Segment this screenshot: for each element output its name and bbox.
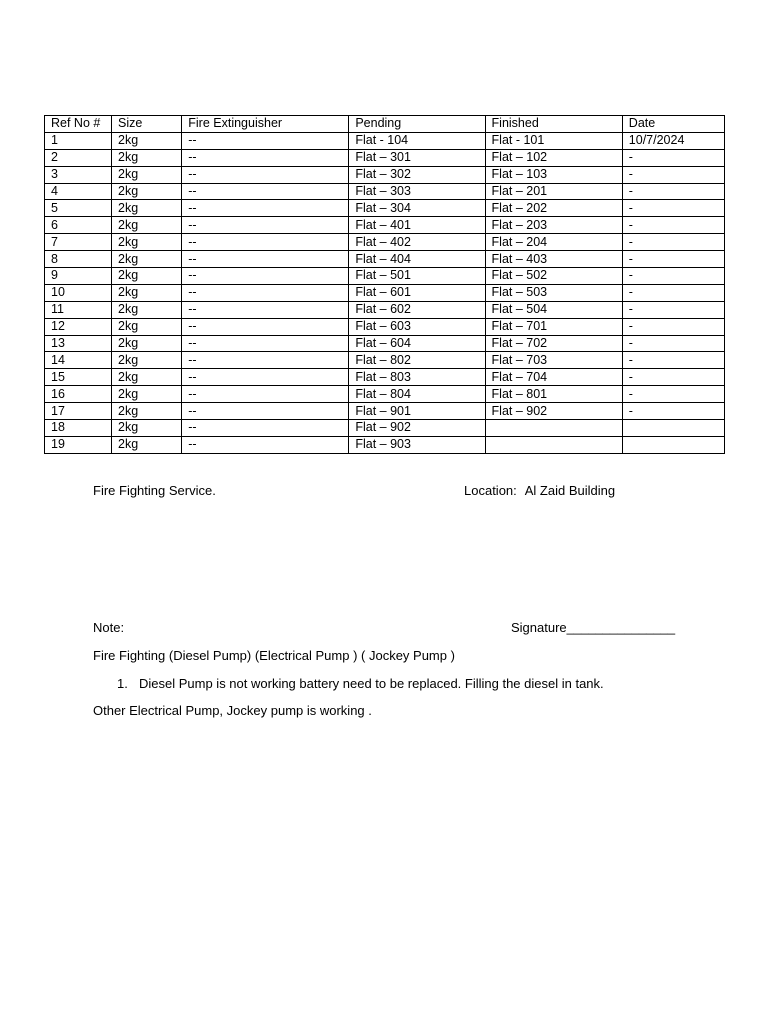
ref-no-cell: 17 — [45, 403, 112, 420]
ref-no-cell: 4 — [45, 183, 112, 200]
pending-cell: Flat – 903 — [349, 436, 485, 453]
ref-no-cell: 12 — [45, 318, 112, 335]
finished-cell: Flat – 701 — [485, 318, 622, 335]
date-cell: - — [622, 217, 724, 234]
ref-no-cell: 9 — [45, 268, 112, 285]
finished-cell — [485, 436, 622, 453]
size-cell: 2kg — [112, 284, 182, 301]
list-item-number: 1. — [117, 676, 128, 691]
table-body — [45, 132, 725, 453]
header-date: Date — [622, 116, 724, 133]
table-row — [45, 352, 725, 369]
finished-cell: Flat – 703 — [485, 352, 622, 369]
pending-cell: Flat – 404 — [349, 251, 485, 268]
signature-line: Signature_______________ — [511, 620, 676, 635]
fire-extinguisher-cell: -- — [182, 369, 349, 386]
ref-no-cell: 8 — [45, 251, 112, 268]
ref-no-cell: 16 — [45, 386, 112, 403]
table-row — [45, 386, 725, 403]
table-row — [45, 217, 725, 234]
ref-no-cell: 6 — [45, 217, 112, 234]
fire-extinguisher-cell: -- — [182, 352, 349, 369]
finished-cell: Flat – 103 — [485, 166, 622, 183]
size-cell: 2kg — [112, 132, 182, 149]
pending-cell: Flat – 303 — [349, 183, 485, 200]
fire-extinguisher-cell: -- — [182, 335, 349, 352]
table-row — [45, 284, 725, 301]
size-cell: 2kg — [112, 436, 182, 453]
list-item — [117, 676, 604, 691]
table-row — [45, 132, 725, 149]
size-cell: 2kg — [112, 335, 182, 352]
date-cell — [622, 420, 724, 437]
fire-extinguisher-cell: -- — [182, 183, 349, 200]
date-cell: - — [622, 183, 724, 200]
pending-cell: Flat - 104 — [349, 132, 485, 149]
size-cell: 2kg — [112, 200, 182, 217]
size-cell: 2kg — [112, 301, 182, 318]
size-cell: 2kg — [112, 251, 182, 268]
location-label: Location: — [464, 483, 517, 498]
date-cell: - — [622, 352, 724, 369]
fire-extinguisher-cell: -- — [182, 234, 349, 251]
ref-no-cell: 10 — [45, 284, 112, 301]
date-cell: - — [622, 403, 724, 420]
ref-no-cell: 18 — [45, 420, 112, 437]
location-value: Al Zaid Building — [524, 483, 616, 498]
header-pending: Pending — [349, 116, 485, 133]
finished-cell: Flat – 503 — [485, 284, 622, 301]
ref-no-cell: 11 — [45, 301, 112, 318]
fire-extinguisher-cell: -- — [182, 386, 349, 403]
ref-no-cell: 19 — [45, 436, 112, 453]
finished-cell: Flat – 801 — [485, 386, 622, 403]
finished-cell: Flat – 403 — [485, 251, 622, 268]
table-row — [45, 251, 725, 268]
date-cell: - — [622, 149, 724, 166]
table-row — [45, 403, 725, 420]
ref-no-cell: 3 — [45, 166, 112, 183]
date-cell: - — [622, 335, 724, 352]
pending-cell: Flat – 804 — [349, 386, 485, 403]
header-finished: Finished — [485, 116, 622, 133]
fire-extinguisher-table — [44, 115, 725, 454]
date-cell: - — [622, 200, 724, 217]
pumps-line: Fire Fighting (Diesel Pump) (Electrical Pump ) ( Jockey Pump ) — [93, 648, 455, 663]
fire-extinguisher-cell: -- — [182, 318, 349, 335]
fire-extinguisher-cell: -- — [182, 166, 349, 183]
finished-cell: Flat – 502 — [485, 268, 622, 285]
pending-cell: Flat – 604 — [349, 335, 485, 352]
table-row — [45, 301, 725, 318]
date-cell: - — [622, 301, 724, 318]
ref-no-cell: 14 — [45, 352, 112, 369]
size-cell: 2kg — [112, 352, 182, 369]
pending-cell: Flat – 802 — [349, 352, 485, 369]
date-cell: - — [622, 251, 724, 268]
table-row — [45, 268, 725, 285]
pending-cell: Flat – 401 — [349, 217, 485, 234]
finished-cell: Flat – 201 — [485, 183, 622, 200]
date-cell: - — [622, 318, 724, 335]
date-cell — [622, 436, 724, 453]
size-cell: 2kg — [112, 318, 182, 335]
pending-cell: Flat – 304 — [349, 200, 485, 217]
table-row — [45, 318, 725, 335]
header-fire-extinguisher: Fire Extinguisher — [182, 116, 349, 133]
finished-cell: Flat – 902 — [485, 403, 622, 420]
table-row — [45, 436, 725, 453]
finished-cell: Flat – 202 — [485, 200, 622, 217]
other-pumps-line: Other Electrical Pump, Jockey pump is working . — [93, 703, 372, 718]
date-cell: - — [622, 166, 724, 183]
fire-extinguisher-cell: -- — [182, 217, 349, 234]
size-cell: 2kg — [112, 217, 182, 234]
fire-extinguisher-cell: -- — [182, 301, 349, 318]
ref-no-cell: 13 — [45, 335, 112, 352]
pending-cell: Flat – 603 — [349, 318, 485, 335]
fire-extinguisher-cell: -- — [182, 251, 349, 268]
date-cell: 10/7/2024 — [622, 132, 724, 149]
fire-extinguisher-cell: -- — [182, 420, 349, 437]
ref-no-cell: 5 — [45, 200, 112, 217]
pending-cell: Flat – 302 — [349, 166, 485, 183]
finished-cell: Flat – 504 — [485, 301, 622, 318]
date-cell: - — [622, 284, 724, 301]
finished-cell — [485, 420, 622, 437]
date-cell: - — [622, 386, 724, 403]
table-row — [45, 234, 725, 251]
fire-extinguisher-cell: -- — [182, 132, 349, 149]
list-item-text: Diesel Pump is not working battery need to be replaced. Filling the diesel in tank. — [139, 676, 604, 691]
table-row — [45, 183, 725, 200]
size-cell: 2kg — [112, 403, 182, 420]
table-row — [45, 335, 725, 352]
pending-cell: Flat – 402 — [349, 234, 485, 251]
fire-extinguisher-cell: -- — [182, 200, 349, 217]
ref-no-cell: 15 — [45, 369, 112, 386]
pending-cell: Flat – 803 — [349, 369, 485, 386]
size-cell: 2kg — [112, 386, 182, 403]
fire-extinguisher-cell: -- — [182, 268, 349, 285]
pending-cell: Flat – 601 — [349, 284, 485, 301]
pending-cell: Flat – 901 — [349, 403, 485, 420]
location-line — [464, 483, 615, 498]
pending-cell: Flat – 501 — [349, 268, 485, 285]
fire-extinguisher-cell: -- — [182, 284, 349, 301]
service-title: Fire Fighting Service. — [93, 483, 216, 498]
fire-extinguisher-cell: -- — [182, 436, 349, 453]
pending-cell: Flat – 902 — [349, 420, 485, 437]
header-size: Size — [112, 116, 182, 133]
date-cell: - — [622, 234, 724, 251]
ref-no-cell: 7 — [45, 234, 112, 251]
finished-cell: Flat – 203 — [485, 217, 622, 234]
table-row — [45, 369, 725, 386]
finished-cell: Flat – 204 — [485, 234, 622, 251]
date-cell: - — [622, 268, 724, 285]
size-cell: 2kg — [112, 149, 182, 166]
size-cell: 2kg — [112, 420, 182, 437]
ref-no-cell: 1 — [45, 132, 112, 149]
fire-extinguisher-cell: -- — [182, 149, 349, 166]
size-cell: 2kg — [112, 166, 182, 183]
fire-extinguisher-cell: -- — [182, 403, 349, 420]
table-row — [45, 166, 725, 183]
note-label: Note: — [93, 620, 125, 635]
finished-cell: Flat – 704 — [485, 369, 622, 386]
date-cell: - — [622, 369, 724, 386]
finished-cell: Flat - 101 — [485, 132, 622, 149]
size-cell: 2kg — [112, 234, 182, 251]
table-row — [45, 200, 725, 217]
table-row — [45, 420, 725, 437]
size-cell: 2kg — [112, 268, 182, 285]
finished-cell: Flat – 702 — [485, 335, 622, 352]
header-ref-no: Ref No # — [45, 116, 112, 133]
table-row — [45, 149, 725, 166]
pending-cell: Flat – 301 — [349, 149, 485, 166]
pending-cell: Flat – 602 — [349, 301, 485, 318]
size-cell: 2kg — [112, 183, 182, 200]
table-header-row — [45, 116, 725, 133]
finished-cell: Flat – 102 — [485, 149, 622, 166]
size-cell: 2kg — [112, 369, 182, 386]
ref-no-cell: 2 — [45, 149, 112, 166]
